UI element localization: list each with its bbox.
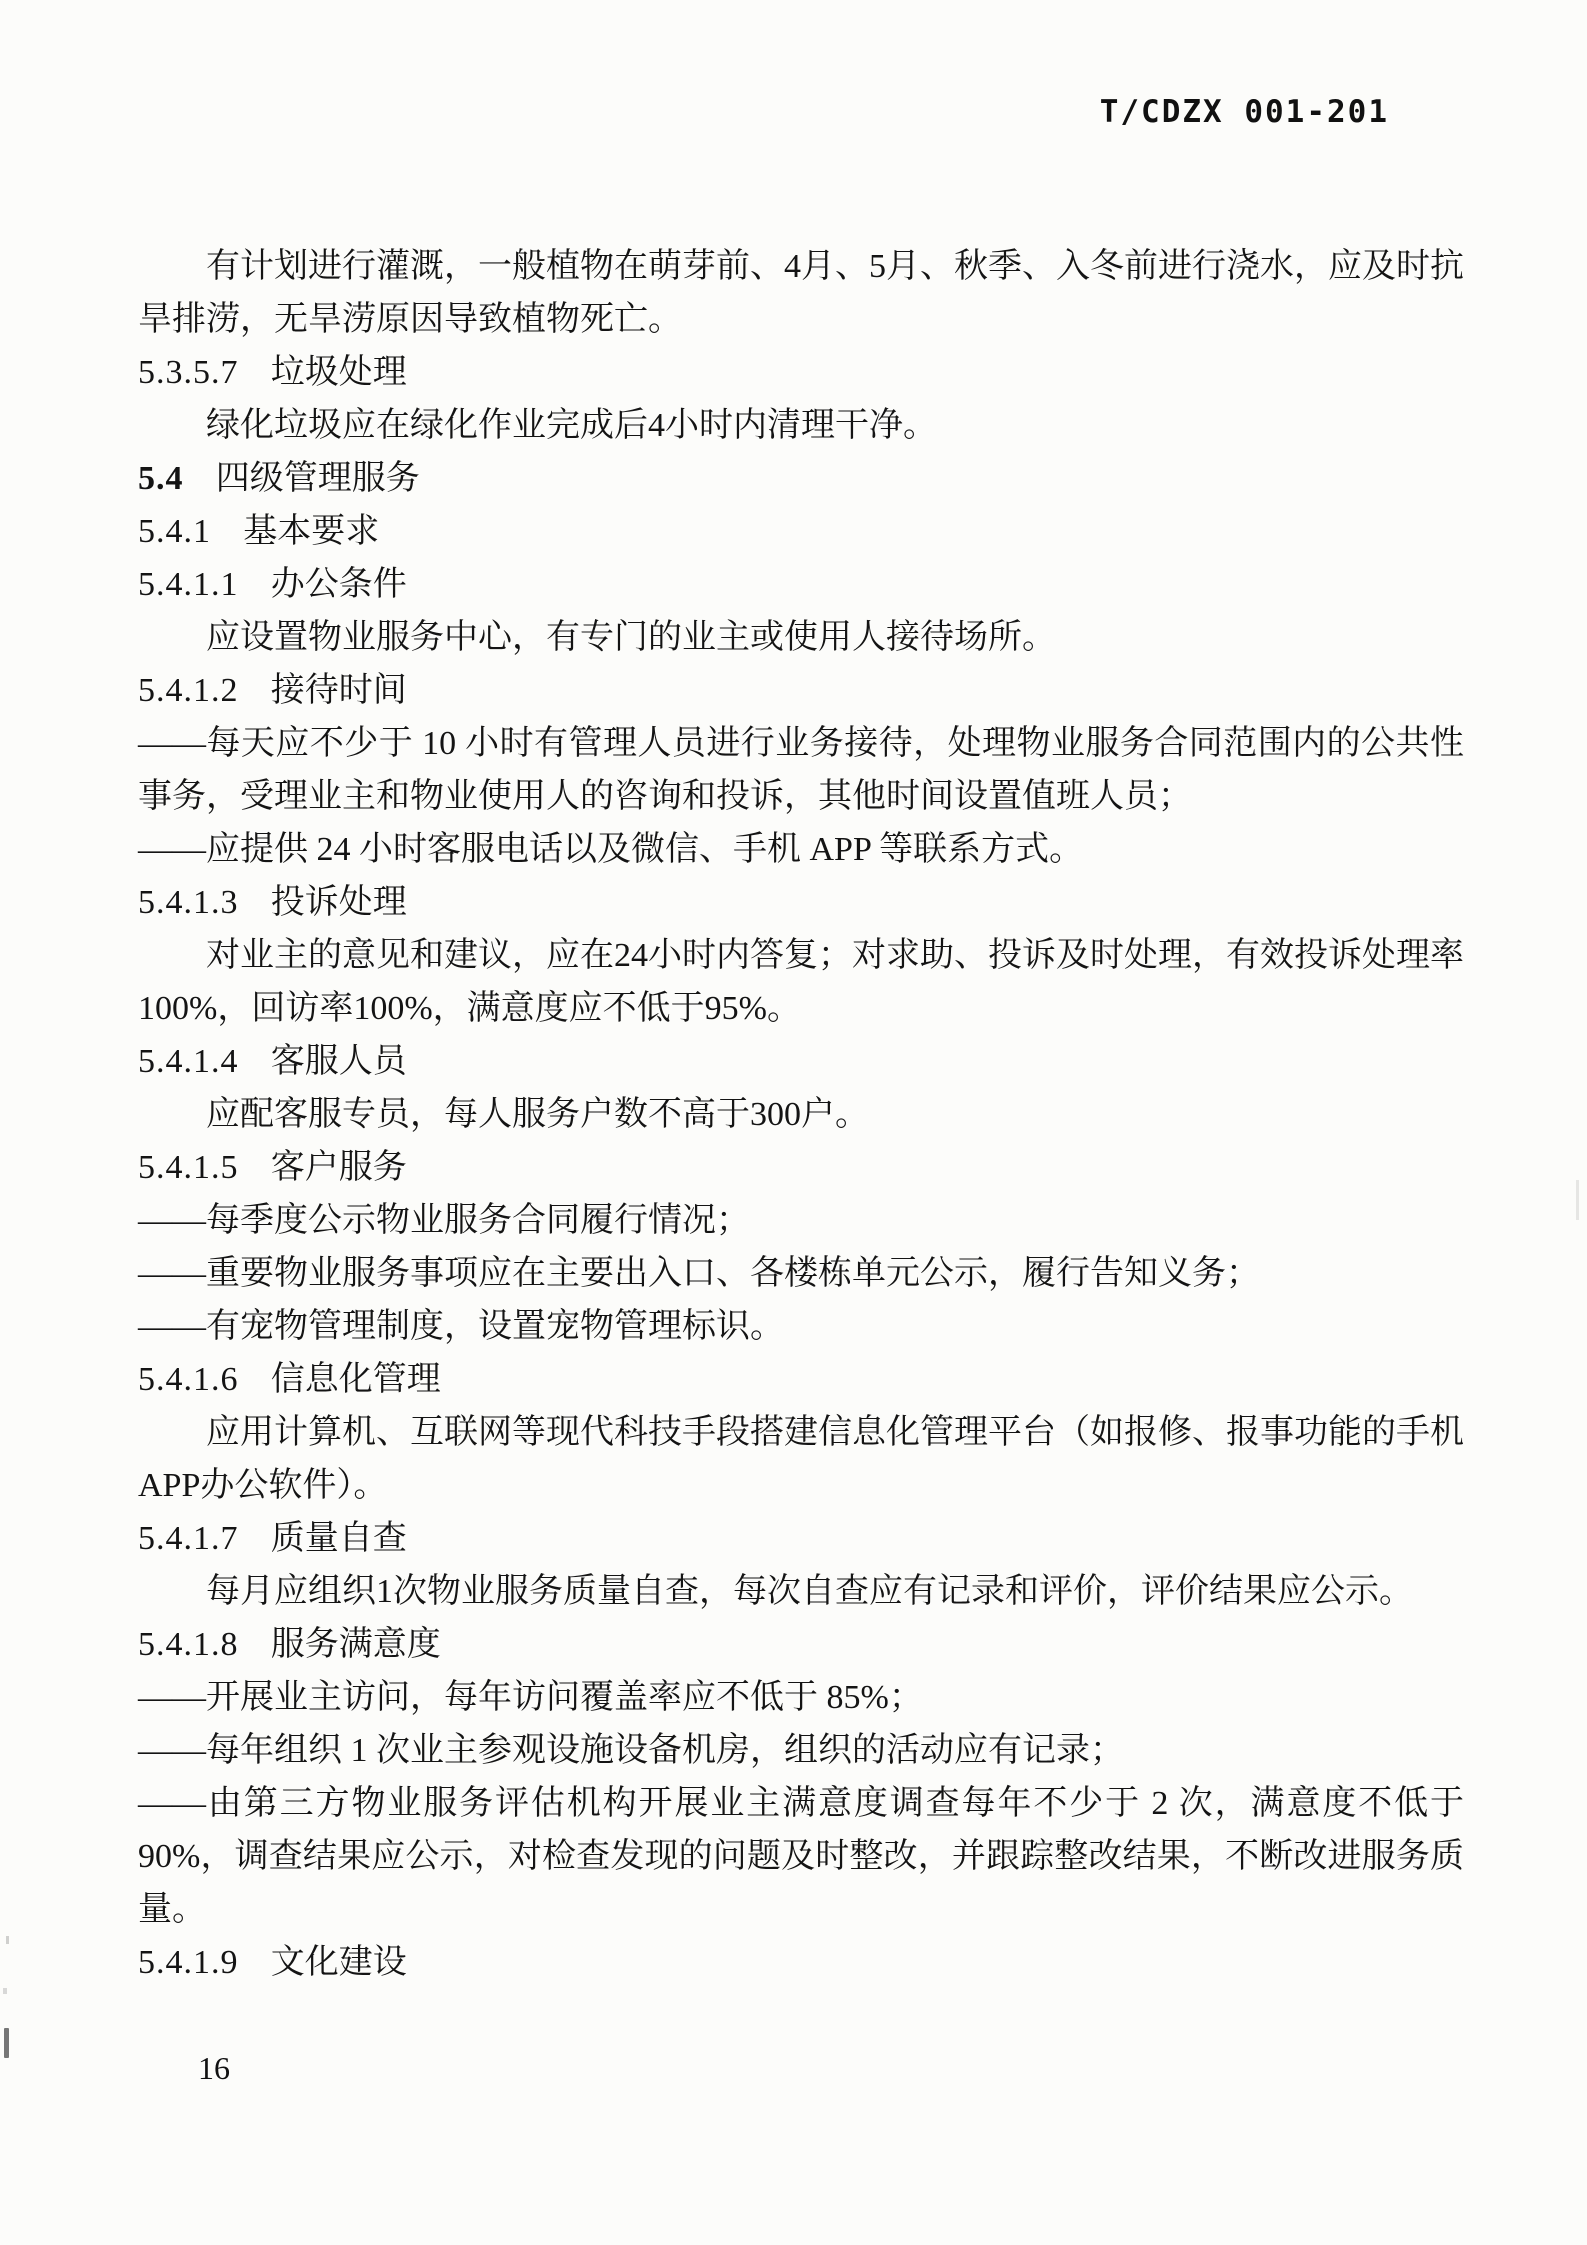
section-title: 四级管理服务 — [215, 460, 420, 497]
section-title: 客户服务 — [270, 1149, 407, 1186]
scan-artifact — [6, 1936, 9, 1944]
paragraph: 应设置物业服务中心，有专门的业主或使用人接待场所。 — [206, 619, 1056, 656]
scan-artifact — [1576, 1180, 1579, 1220]
section-title: 投诉处理 — [270, 884, 407, 921]
scan-artifact — [4, 2028, 9, 2058]
paragraph: 应用计算机、互联网等现代科技手段搭建信息化管理平台（如报修、报事功能的手机APP办公软件）。 — [138, 1414, 1464, 1504]
paragraph: 绿化垃圾应在绿化作业完成后4小时内清理干净。 — [206, 407, 937, 444]
section-number: 5.4.1.2 — [138, 672, 239, 709]
dash-list-item: ——有宠物管理制度，设置宠物管理标识。 — [138, 1308, 784, 1345]
dash-list-item: ——重要物业服务事项应在主要出入口、各楼栋单元公示，履行告知义务； — [138, 1255, 1260, 1292]
section-title: 垃圾处理 — [270, 354, 407, 391]
section-number: 5.4.1.7 — [138, 1520, 239, 1557]
paragraph: 应配客服专员，每人服务户数不高于300户。 — [206, 1096, 869, 1133]
section-heading — [138, 876, 1464, 929]
section-title: 文化建设 — [270, 1944, 407, 1981]
section-title: 质量自查 — [270, 1520, 407, 1557]
section-number: 5.4.1 — [138, 513, 211, 550]
page-number: 16 — [198, 2050, 230, 2086]
paragraph: 有计划进行灌溉，一般植物在萌芽前、4月、5月、秋季、入冬前进行浇水，应及时抗旱排涝，无旱涝原因导致植物死亡。 — [138, 248, 1464, 338]
paragraph: 对业主的意见和建议，应在24小时内答复；对求助、投诉及时处理，有效投诉处理率100%，回访率100%，满意度应不低于95%。 — [138, 937, 1464, 1027]
section-heading — [138, 1353, 1464, 1406]
section-heading — [138, 505, 1464, 558]
section-title: 客服人员 — [270, 1043, 407, 1080]
section-title: 接待时间 — [270, 672, 407, 709]
dash-list-item: ——应提供 24 小时客服电话以及微信、手机 APP 等联系方式。 — [138, 831, 1084, 868]
scan-artifact — [3, 1988, 7, 1994]
section-number: 5.4.1.8 — [138, 1626, 239, 1663]
section-number: 5.4.1.5 — [138, 1149, 239, 1186]
section-heading — [138, 1035, 1464, 1088]
section-title: 信息化管理 — [270, 1361, 441, 1398]
section-number: 5.3.5.7 — [138, 354, 239, 391]
section-number: 5.4.1.3 — [138, 884, 239, 921]
section-heading — [138, 664, 1464, 717]
page-header — [0, 94, 1389, 130]
section-number: 5.4 — [138, 460, 184, 497]
section-heading — [138, 452, 1464, 505]
section-number: 5.4.1.9 — [138, 1944, 239, 1981]
dash-list-item: ——由第三方物业服务评估机构开展业主满意度调查每年不少于 2 次，满意度不低于 90%，调查结果应公示，对检查发现的问题及时整改，并跟踪整改结果，不断改进服务质量。 — [138, 1785, 1464, 1928]
section-heading — [138, 346, 1464, 399]
section-number: 5.4.1.1 — [138, 566, 239, 603]
section-title: 服务满意度 — [270, 1626, 441, 1663]
standard-code: T/CDZX 001-201 — [1099, 94, 1389, 130]
section-title: 办公条件 — [270, 566, 407, 603]
section-heading — [138, 558, 1464, 611]
dash-list-item: ——每年组织 1 次业主参观设施设备机房，组织的活动应有记录； — [138, 1732, 1124, 1769]
section-heading — [138, 1618, 1464, 1671]
section-heading — [138, 1512, 1464, 1565]
dash-list-item: ——每季度公示物业服务合同履行情况； — [138, 1202, 750, 1239]
section-title: 基本要求 — [243, 513, 380, 550]
section-heading — [138, 1141, 1464, 1194]
section-number: 5.4.1.6 — [138, 1361, 239, 1398]
dash-list-item: ——每天应不少于 10 小时有管理人员进行业务接待，处理物业服务合同范围内的公共性事务，受理业主和物业使用人的咨询和投诉，其他时间设置值班人员； — [138, 725, 1464, 815]
dash-list-item: ——开展业主访问，每年访问覆盖率应不低于 85%； — [138, 1679, 923, 1716]
document-body — [138, 240, 1464, 1989]
section-heading — [138, 1936, 1464, 1989]
section-number: 5.4.1.4 — [138, 1043, 239, 1080]
paragraph: 每月应组织1次物业服务质量自查，每次自查应有记录和评价，评价结果应公示。 — [206, 1573, 1413, 1610]
